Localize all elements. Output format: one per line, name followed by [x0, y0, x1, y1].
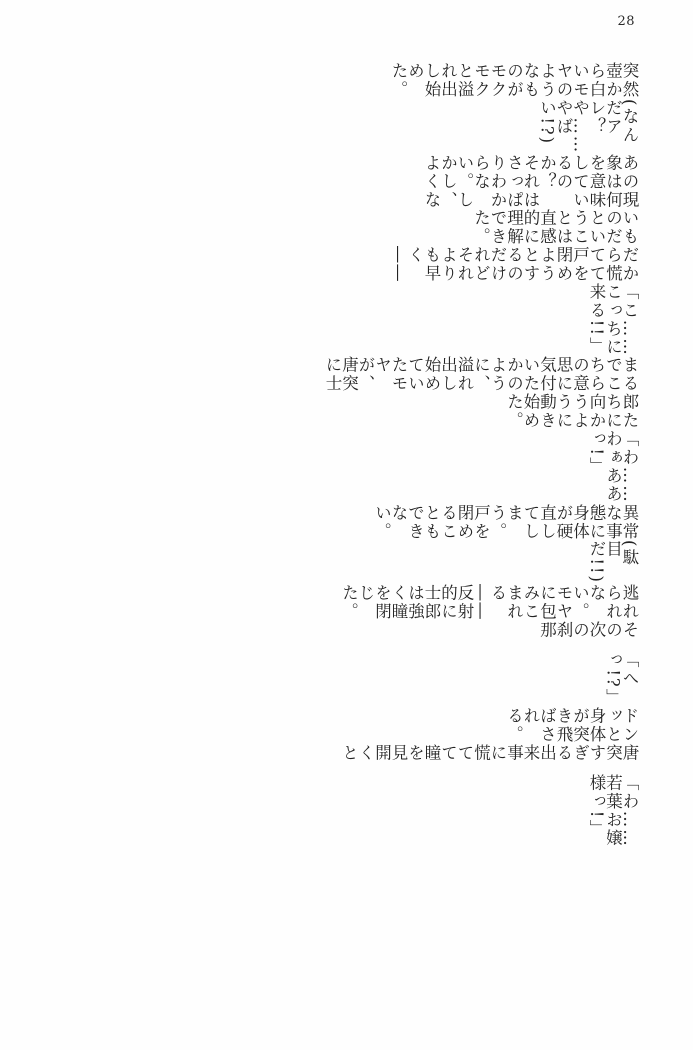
text-column: 郎たちに向かうように動き始めた。 — [504, 393, 639, 431]
text-column: 唐突すぎる出来事に慌てて瞳を見開くと — [339, 743, 639, 763]
text-column: 「こ……こっちに来る!!」 — [587, 282, 639, 357]
text-column: 「へっ!?」 — [603, 651, 639, 708]
text-column: その次の刹那 — [537, 621, 639, 640]
text-column: 逃れられない。モヤに包みこまれる――反射的に士郎は強く瞳を閉じた。 — [339, 584, 639, 622]
text-column: いものだということは直感的に理解できた。 — [471, 209, 639, 247]
text-column: 異常な事態に身体が硬直してしまう。戸を閉めることもできない。 — [372, 503, 639, 541]
text-column: 突然壺から白いモヤのようなものがモクモクと溢れ出し始めた。 — [389, 62, 639, 99]
text-column: あの現象は何を意味しているのか？ それはさっぱりわからない。しかし、よくな — [422, 154, 639, 210]
text-column: (駄目だ!!) — [587, 540, 639, 585]
body-text-block — [40, 62, 637, 982]
text-column: だから慌てて戸を閉めようとするのだけれどそれよりも早く―― — [389, 246, 639, 283]
text-column: (なんだアレ？ や……やばい!?) — [537, 98, 639, 155]
page-number: 28 — [617, 14, 635, 29]
text-column: 「わ……若葉お嬢様っ!」 — [587, 773, 639, 848]
text-column: 「わ……わぁああっ!」 — [587, 430, 639, 504]
text-column: ドンッと身体が突き飛ばされる。 — [504, 707, 639, 744]
text-column: まるでこちらの意思に気付いたかのように、溢れ出し始めていたモヤが、唐突に士 — [323, 356, 639, 394]
